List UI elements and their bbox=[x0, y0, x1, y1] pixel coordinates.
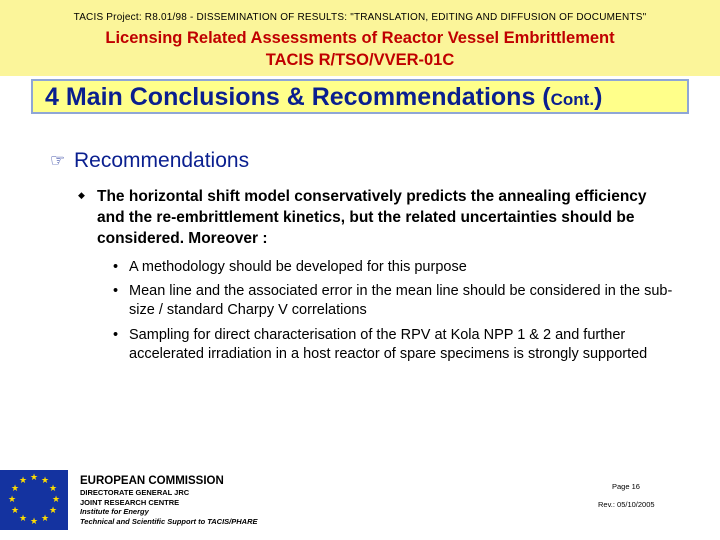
footer-support: Technical and Scientific Support to TACIS/PHARE bbox=[80, 516, 258, 526]
section-cont-label: Cont. bbox=[550, 90, 595, 109]
page-number: Page 16 bbox=[612, 482, 640, 491]
sub-bullet-text: Sampling for direct characterisation of the RPV at Kola NPP 1 & 2 and further accelerated irradiation in a host reactor of spare specimens is strongly supported bbox=[129, 327, 648, 362]
bullet-icon: • bbox=[113, 327, 119, 343]
revision-date: Rev.: 05/10/2005 bbox=[598, 500, 655, 509]
footer-org-name: EUROPEAN COMMISSION bbox=[80, 475, 224, 487]
svg-text:★: ★ bbox=[29, 473, 39, 483]
svg-text:★: ★ bbox=[7, 495, 17, 505]
svg-text:★: ★ bbox=[48, 484, 58, 494]
svg-text:★: ★ bbox=[10, 506, 20, 516]
recommendations-heading-text: Recommendations bbox=[74, 149, 250, 172]
sub-bullet-text: A methodology should be developed for this purpose bbox=[129, 259, 467, 275]
eu-flag-icon bbox=[0, 470, 68, 530]
section-close-paren: ) bbox=[594, 83, 603, 111]
section-title bbox=[45, 83, 602, 112]
eu-stars-graphic bbox=[0, 470, 68, 530]
section-title-bar bbox=[31, 79, 689, 114]
svg-text:★: ★ bbox=[18, 514, 28, 524]
section-title-text: 4 Main Conclusions & Recommendations ( bbox=[45, 83, 551, 111]
recommendations-heading bbox=[50, 149, 249, 173]
slide-subtitle: TACIS R/TSO/VVER-01C bbox=[265, 51, 455, 69]
svg-text:★: ★ bbox=[51, 495, 61, 505]
pointing-hand-icon: ☞ bbox=[50, 151, 66, 170]
svg-text:★: ★ bbox=[29, 517, 39, 527]
svg-text:★: ★ bbox=[18, 476, 28, 486]
slide-title: Licensing Related Assessments of Reactor Vessel Embrittlement bbox=[105, 29, 615, 47]
bullet-icon: • bbox=[113, 283, 119, 299]
footer-dg: DIRECTORATE GENERAL JRC bbox=[80, 488, 190, 497]
svg-text:★: ★ bbox=[40, 514, 50, 524]
svg-text:★: ★ bbox=[10, 484, 20, 494]
project-line: TACIS Project: R8.01/98 - DISSEMINATION OF RESULTS: "TRANSLATION, EDITING AND DIFFUSION OF DOCUMENTS" bbox=[73, 12, 647, 23]
footer-jrc: JOINT RESEARCH CENTRE bbox=[80, 497, 180, 507]
footer-organization-block bbox=[80, 474, 360, 526]
svg-text:★: ★ bbox=[48, 506, 58, 516]
slide-header bbox=[0, 0, 720, 76]
main-bullet-text: The horizontal shift model conservatively predicts the annealing efficiency and the re-embrittlement kinetics, but the related uncertainties should be considered. Moreover : bbox=[97, 188, 647, 247]
sub-bullet-text: Mean line and the associated error in the mean line should be considered in the sub-size / standard Charpy V correlations bbox=[129, 283, 673, 318]
svg-text:★: ★ bbox=[40, 476, 50, 486]
bullet-icon: • bbox=[113, 259, 119, 275]
footer-institute: Institute for Energy bbox=[80, 507, 149, 516]
diamond-bullet-icon: ◆ bbox=[78, 190, 85, 200]
